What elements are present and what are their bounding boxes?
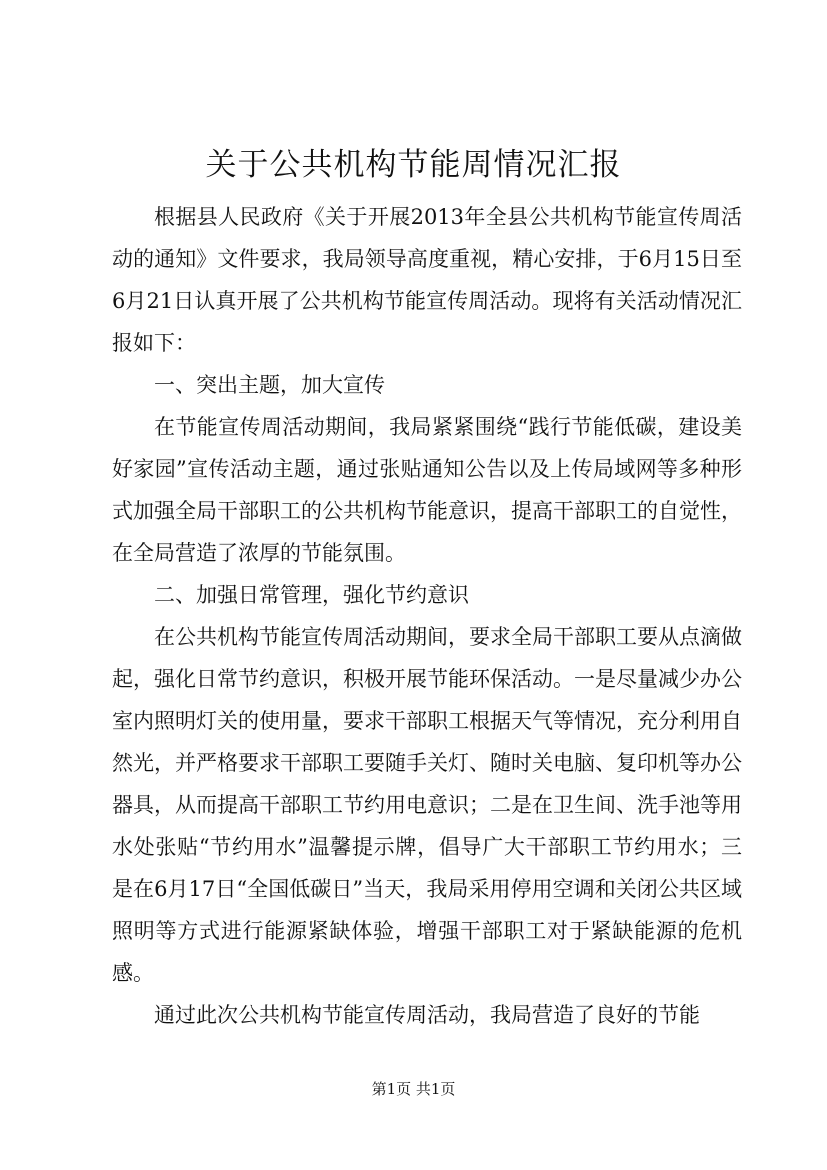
section-2-paragraph: 在公共机构节能宣传周活动期间，要求全局干部职工要从点滴做起，强化日常节约意识，积极开展节能环保活动。一是尽量减少办公室内照明灯关的使用量，要求干部职工根据天气等情况，充分利用自然光，并严格要求干部职工要随手关灯、随时关电脑、复印机等办公器具，从而提高干部职工节约用电意识；二是在卫生间、洗手池等用水处张贴“节约用水”温馨提示牌，倡导广大干部职工节约用水；三是在6月17日“全国低碳日”当天，我局采用停用空调和关闭公共区域照明等方式进行能源紧缺体验，增强干部职工对于紧缺能源的危机感。: [112, 625, 742, 985]
section-heading-1: 一、突出主题，加大宣传: [154, 373, 385, 397]
section-heading-2: 二、加强日常管理，强化节约意识: [154, 583, 469, 607]
page-title: 关于公共机构节能周情况汇报: [205, 147, 622, 183]
closing-paragraph: 通过此次公共机构节能宣传周活动，我局营造了良好的节能: [154, 1003, 700, 1027]
document-body: [112, 196, 742, 1036]
intro-paragraph: 根据县人民政府《关于开展2013年全县公共机构节能宣传周活动的通知》文件要求，我局领导高度重视，精心安排，于6月15日至6月21日认真开展了公共机构节能宣传周活动。现将有关活动情况汇报如下：: [112, 205, 742, 355]
page-footer: 第1页 共1页: [371, 1080, 456, 1098]
section-1-paragraph: 在节能宣传周活动期间，我局紧紧围绕“践行节能低碳，建设美好家园”宣传活动主题，通过张贴通知公告以及上传局域网等多种形式加强全局干部职工的公共机构节能意识，提高干部职工的自觉性，在全局营造了浓厚的节能氛围。: [112, 415, 742, 565]
